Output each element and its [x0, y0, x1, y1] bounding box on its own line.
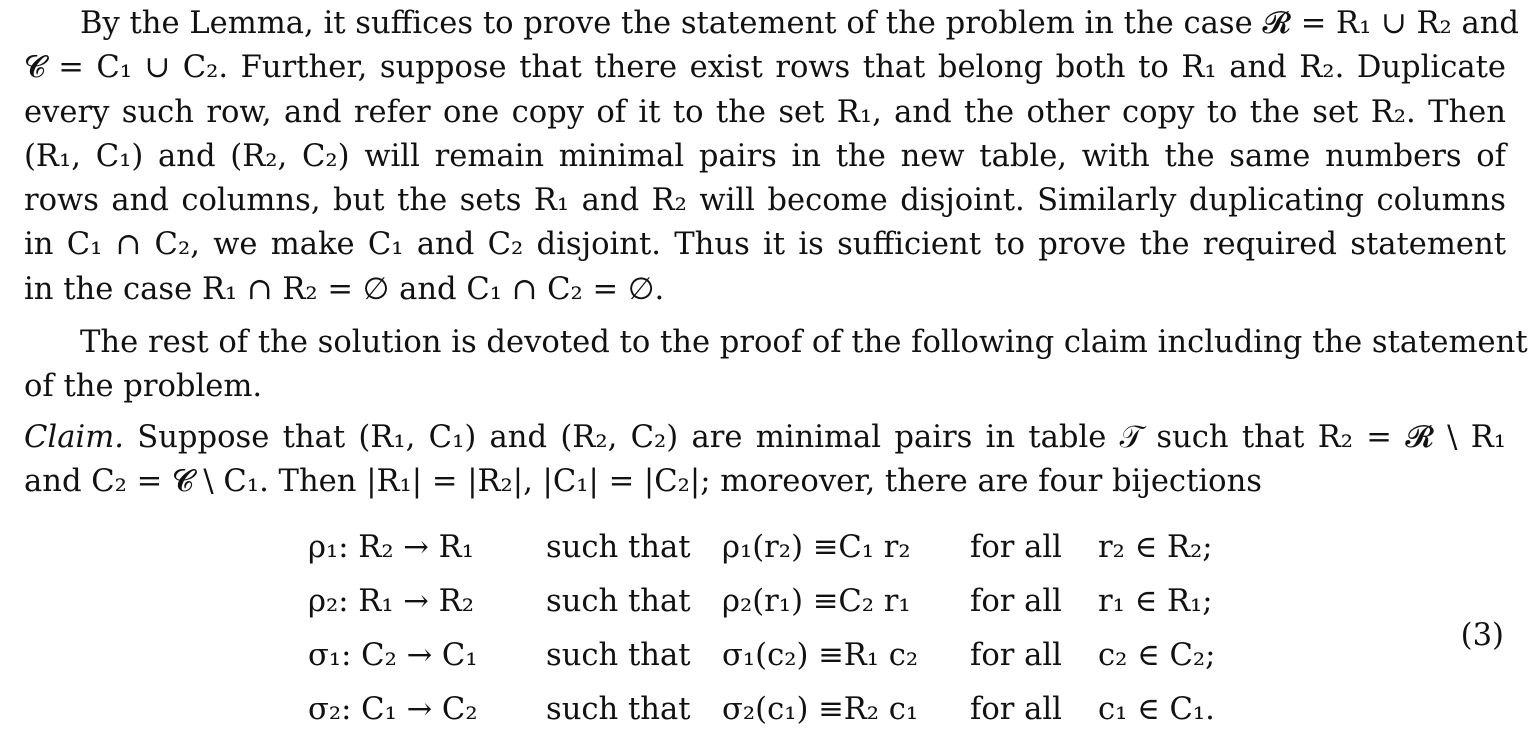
equivalence-relation: σ₂(c₁) ≡R₂ c₁ — [722, 692, 919, 727]
domain-condition: c₂ ∈ C₂; — [1098, 638, 1216, 673]
bijection-map: σ₁: C₂ → C₁ — [308, 638, 478, 673]
paragraph-line: in C₁ ∩ C₂, we make C₁ and C₂ disjoint. Thus it is sufficient to prove the required statement — [24, 227, 1506, 263]
paragraph-line: (R₁, C₁) and (R₂, C₂) will remain minimal pairs in the new table, with the same numbers of — [24, 138, 1506, 174]
paragraph-line: By the Lemma, it suffices to prove the statement of the problem in the case 𝓡 = R₁ ∪ R₂ and — [80, 6, 1519, 41]
claim-paragraph — [24, 416, 1506, 505]
such-that-text: such that — [546, 692, 691, 727]
domain-condition: r₁ ∈ R₁; — [1098, 584, 1213, 619]
paragraph-line: every such row, and refer one copy of it to the set R₁, and the other copy to the set R₂. Then — [24, 94, 1506, 130]
bijection-map: ρ₁: R₂ → R₁ — [308, 530, 474, 565]
equivalence-relation: σ₁(c₂) ≡R₁ c₂ — [722, 638, 919, 673]
bijection-map: σ₂: C₁ → C₂ — [308, 692, 478, 727]
paragraph-line: rows and columns, but the sets R₁ and R₂ will become disjoint. Similarly duplicating columns — [24, 183, 1506, 219]
paragraph-rest-of-solution — [24, 321, 1528, 410]
such-that-text: such that — [546, 584, 691, 619]
claim-line-1 — [24, 416, 1506, 460]
paragraph-lemma-reduction — [24, 2, 1519, 312]
for-all-text: for all — [970, 638, 1062, 673]
such-that-text: such that — [546, 638, 691, 673]
bijection-map: ρ₂: R₁ → R₂ — [308, 584, 474, 619]
for-all-text: for all — [970, 692, 1062, 727]
equivalence-relation: ρ₁(r₂) ≡C₁ r₂ — [722, 530, 911, 565]
paragraph-line: of the problem. — [24, 369, 263, 405]
claim-text: Suppose that (R₁, C₁) and (R₂, C₂) are minimal pairs in table 𝒯 such that R₂ = 𝓡 \ R₁ — [137, 420, 1506, 455]
claim-line-2: and C₂ = 𝓒 \ C₁. Then |R₁| = |R₂|, |C₁| = |C₂|; moreover, there are four bijections — [24, 464, 1262, 500]
for-all-text: for all — [970, 584, 1062, 619]
paragraph-line: in the case R₁ ∩ R₂ = ∅ and C₁ ∩ C₂ = ∅. — [24, 271, 665, 307]
claim-label: Claim. — [24, 420, 124, 455]
domain-condition: r₂ ∈ R₂; — [1098, 530, 1213, 565]
domain-condition: c₁ ∈ C₁. — [1098, 692, 1215, 727]
paragraph-line: 𝓒 = C₁ ∪ C₂. Further, suppose that there exist rows that belong both to R₁ and R₂. Duplicate — [24, 50, 1506, 86]
paragraph-line: The rest of the solution is devoted to the proof of the following claim including the statement — [80, 325, 1528, 360]
bijections-display — [24, 530, 1506, 745]
such-that-text: such that — [546, 530, 691, 565]
equivalence-relation: ρ₂(r₁) ≡C₂ r₁ — [722, 584, 911, 619]
equation-number: (3) — [1460, 618, 1504, 653]
for-all-text: for all — [970, 530, 1062, 565]
